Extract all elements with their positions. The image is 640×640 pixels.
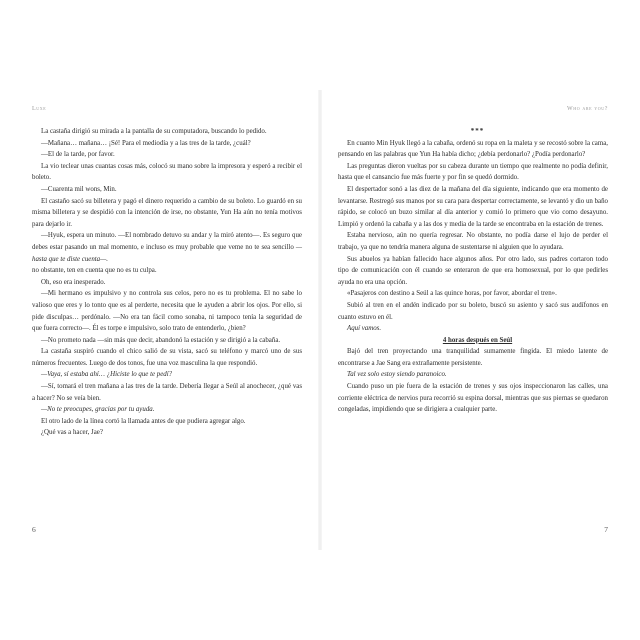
paragraph: [338, 369, 608, 381]
italic-dialogue: —Vaya, sí estaba ahí… ¿Hiciste lo que te pedí?: [41, 371, 173, 379]
paragraph: —Sí, tomará el tren mañana a las tres de la tarde. Debería llegar a Seúl al anochecer, ¿qué vas a hacer? No se veía bien.: [32, 383, 302, 402]
section-subheading: 4 horas después en Seúl: [442, 336, 513, 344]
paragraph: —No prometo nada —sin más que decir, abandonó la estación y se dirigió a la cabaña.: [41, 336, 281, 344]
italic-dialogue: —No te preocupes, gracias por tu ayuda.: [41, 406, 155, 414]
paragraph: El castaño sacó su billetera y pagó el dinero requerido a cambio de su boleto. Lo guardó en su misma billetera y se despidió con la intención de irse, no obstante, Yun Ha aún no tenía motivos para dejarlo ir.: [32, 197, 302, 228]
page-body: [32, 126, 302, 439]
paragraph: La vio teclear unas cuantas cosas más, colocó su mano sobre la impresora y esperó a recibir el boleto.: [32, 162, 302, 182]
paragraph: «Pasajeros con destino a Seúl a las quince horas, por favor, abordar el tren».: [347, 290, 557, 298]
page-number: 6: [32, 525, 36, 534]
paragraph: —Mañana… mañana… ¡Sé! Para el mediodía y a las tres de la tarde, ¿cuál?: [41, 139, 251, 147]
italic-thought: Aquí vamos.: [347, 325, 382, 333]
scene-separator: ***: [470, 127, 485, 135]
paragraph: Oh, eso era inesperado.: [41, 278, 106, 286]
paragraph: El otro lado de la línea cortó la llamada antes de que pudiera agregar algo.: [41, 417, 246, 425]
paragraph: Sus abuelos ya habían fallecido hace algunos años. Por otro lado, sus padres cortaron todo tipo de comunicación con él cuando se enteraron de que era homosexual, por lo que pedirles ayuda no era una opción.: [338, 255, 608, 286]
paragraph: [32, 369, 302, 381]
page-body: [338, 126, 608, 416]
running-head: Luxe: [32, 106, 47, 112]
paragraph: Estaba nervioso, aún no quería regresar. No obstante, no podía darse el lujo de perder el trabajo, ya que no tendría manera alguna de sustentarse ni alguien que lo ayudara.: [338, 232, 608, 251]
paragraph: Subió al tren en el andén indicado por su boleto, buscó su asiento y sacó sus audífonos en cuanto estuvo en él.: [338, 301, 608, 321]
book-gutter: [318, 90, 322, 550]
paragraph: [32, 404, 302, 416]
paragraph: Cuando puso un pie fuera de la estación de trenes y sus ojos inspeccionaron las calles, una corriente eléctrica de nervios pura recorrió su espina dorsal, mientras que sus piernas se quedaron congeladas, impidiendo que se dirigiera a cualquier parte.: [338, 383, 608, 414]
paragraph: no obstante, ten en cuenta que no es tu culpa.: [32, 267, 157, 275]
paragraph: [32, 230, 302, 265]
left-page: [32, 96, 302, 546]
paragraph: En cuanto Min Hyuk llegó a la cabaña, ordenó su ropa en la maleta y se recostó sobre la cama, pensando en las palabras que Yun Ha había dicho; ¿debía perdonarlo? ¿Podía perdonarlo?: [338, 139, 608, 159]
italic-thought: Tal vez solo estoy siendo paranoico.: [347, 371, 447, 379]
paragraph: La castaña suspiró cuando el chico salió de su vista, sacó su teléfono y marcó uno de sus números frecuentes. Luego de dos tonos, fue una voz masculina la que respondió.: [32, 348, 302, 367]
paragraph: —Cuarenta mil wons, Min.: [41, 185, 117, 193]
paragraph: ¿Qué vas a hacer, Jae?: [41, 429, 103, 437]
paragraph: Bajó del tren proyectando una tranquilidad sumamente fingida. El miedo latente de encontrarse a Jae Sang era extrañamente persistente.: [338, 348, 608, 367]
paragraph: —El de la tarde, por favor.: [41, 151, 115, 159]
paragraph-text: —Hyuk, espera un minuto. —El nombrado detuvo su andar y la miró atento—. Es seguro que debes estar pasando un mal momento, e incluso es muy probable que veme no te sea sencillo: [32, 232, 302, 251]
paragraph: La castaña dirigió su mirada a la pantalla de su computadora, buscando lo pedido.: [41, 128, 267, 135]
italic-aside: —hasta que te diste cuenta—.: [32, 243, 302, 263]
paragraph: Las preguntas dieron vueltas por su cabeza durante un tiempo que realmente no podía definir, hasta que el cansancio fue más fuerte y por fin se quedó dormido.: [338, 162, 608, 182]
paragraph: El despertador sonó a las diez de la mañana del día siguiente, indicando que era momento de levantarse. Restregó sus manos por su cara para despertar correctamente, se levantó y dio un baño rápido, se colocó un buzo similar al día anterior y comió lo primero que vio como desayuno. Limpió y ordenó la cabaña y a las dos y media de la tarde se encontraba en la estación de trenes.: [338, 185, 608, 228]
paragraph: [338, 323, 608, 335]
page-number: 7: [604, 525, 608, 534]
running-head: Who are you?: [567, 106, 608, 112]
paragraph: —Mi hermano es impulsivo y no controla sus celos, pero no es tu problema. El no sabe lo valioso que eres y lo tonto que es al perderte, necesita que le ayuden a abrir los ojos. Por ello, si pide disculpas… perdónalo. —No era tan fácil como sonaba, ni tampoco tenía la seguridad de que fuera correcto—. Él es torpe e impulsivo, solo trato de entenderlo, ¿bien?: [32, 290, 302, 333]
right-page: [338, 96, 608, 546]
